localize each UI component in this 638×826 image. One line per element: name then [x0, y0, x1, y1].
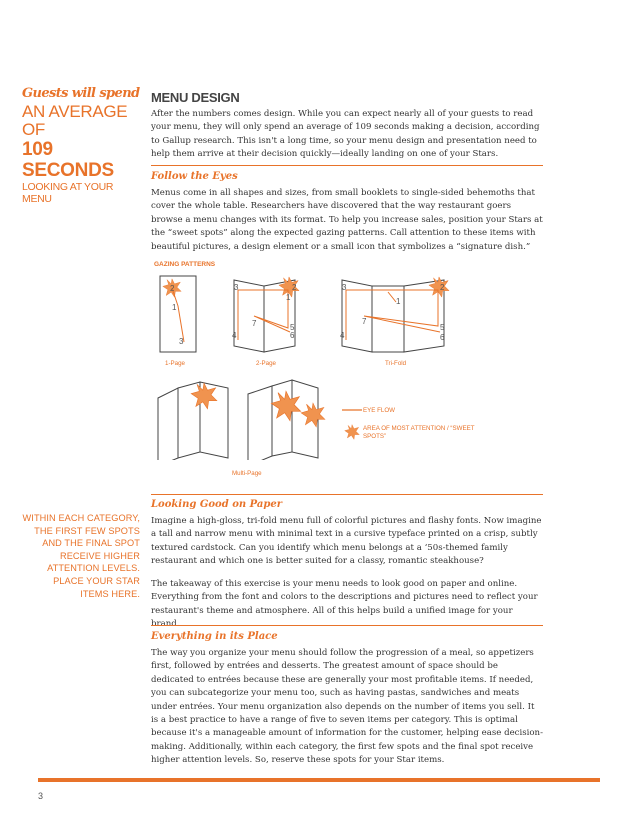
sidebar-tagline	[22, 86, 140, 205]
num-6: 6	[440, 333, 445, 342]
section-title: MENU DESIGN	[151, 90, 240, 105]
label-1page: 1-Page	[165, 360, 185, 367]
legend-sweet-spots: AREA OF MOST ATTENTION / “SWEET SPOTS”	[363, 425, 475, 440]
pull-quote: WITHIN EACH CATEGORY, THE FIRST FEW SPOTS AND THE FINAL SPOT RECEIVE HIGHER ATTENTION LEVELS. PLACE YOUR STAR ITEMS HERE.	[22, 513, 140, 599]
num-3: 3	[234, 283, 239, 292]
num-2: 2	[170, 284, 175, 293]
num-4: 4	[232, 331, 237, 340]
page-number: 3	[38, 791, 44, 801]
everything-place-paragraph: The way you organize your menu should follow the progression of a meal, so appetizers first, followed by entrées and desserts. The greatest amount of space should be dedicated to entrées because these are generally your most profitable items. If needed, you can subcategorize your menu too, such as having pastas, sandwiches and meats under entrées. Your menu organization also depends on the number of items you sell. It is a best practice to have a range of five to seven items per category. This is optimal because it's a manageable amount of information for the customer, helping ease decision-making. Additionally, within each category, the first few spots and the final spot receive higher attention levels. So, reserve these spots for your Star items.	[151, 648, 543, 766]
footer-bar	[38, 778, 600, 782]
divider	[151, 165, 543, 166]
num-6: 6	[290, 331, 295, 340]
intro-paragraph: After the numbers comes design. While you can expect nearly all of your guests to read your menu, they will only spend an average of 109 seconds making a decision, according to Gallup research. This isn't a long time, so your menu design and presentation need to help them arrive at their decision quickly—ideally landing on one of your Stars.	[151, 109, 540, 160]
two-page-menu	[232, 277, 299, 352]
label-trifold: Tri-Fold	[385, 360, 407, 367]
num-4: 4	[340, 331, 345, 340]
num-3: 3	[342, 283, 347, 292]
heading-looking-good: Looking Good on Paper	[151, 499, 282, 510]
trifold-menu	[340, 277, 449, 352]
num-3: 3	[179, 337, 184, 346]
looking-good-paragraph-1: Imagine a high-gloss, tri-fold menu full of colorful pictures and flashy fonts. Now imagine a tall and narrow menu with minimal text in a cursive typeface printed on a crisp, subtly textured cardstock. Can you identify which menu belongs at a ‘50s-themed family restaurant and which one is better suited for a classy, romantic steakhouse?	[151, 516, 542, 567]
num-1: 1	[286, 293, 291, 302]
multipage-menu-left	[158, 382, 228, 460]
tagline-average: AN AVERAGE OF	[22, 102, 128, 139]
looking-good-paragraph-2: The takeaway of this exercise is your menu needs to look good on paper and online. Everything from the font and colors to the descriptions and pictures need to reflect your restaurant's theme and atmosphere. All of this helps build a unified image for your	[151, 579, 538, 616]
tagline-script: Guests will spend	[22, 86, 140, 101]
diagram-legend	[342, 410, 362, 439]
divider	[151, 625, 543, 626]
legend-eye-flow: EYE FLOW	[363, 407, 395, 414]
diagram-title: GAZING PATTERNS	[154, 261, 216, 268]
num-2: 2	[440, 283, 445, 292]
label-multipage: Multi-Page	[232, 470, 262, 477]
num-1: 1	[172, 303, 177, 312]
heading-everything-place: Everything in its Place	[151, 631, 278, 642]
heading-follow-eyes: Follow the Eyes	[151, 171, 238, 182]
tagline-looking: LOOKING AT YOUR MENU	[22, 181, 114, 205]
divider	[151, 494, 543, 495]
num-7: 7	[362, 317, 367, 326]
multipage-menu-right	[248, 380, 325, 460]
num-1: 1	[396, 297, 401, 306]
num-7: 7	[252, 319, 257, 328]
num-5: 5	[290, 323, 295, 332]
num-5: 5	[440, 323, 445, 332]
one-page-menu	[160, 276, 196, 352]
follow-eyes-paragraph: Menus come in all shapes and sizes, from small booklets to single-sided behemoths that cover the whole table. Researchers have discovered that the way restaurant goers browse a menu changes with its format. To help you increase sales, position your Stars at the “sweet spots” along the expected gazing patterns. Call attention to these items with beautiful pictures, a design element or a small icon that symbolizes a “signature dish.”	[151, 188, 543, 252]
label-2page: 2-Page	[256, 360, 276, 367]
tagline-seconds: 109 SECONDS	[22, 139, 114, 181]
num-2: 2	[292, 283, 297, 292]
